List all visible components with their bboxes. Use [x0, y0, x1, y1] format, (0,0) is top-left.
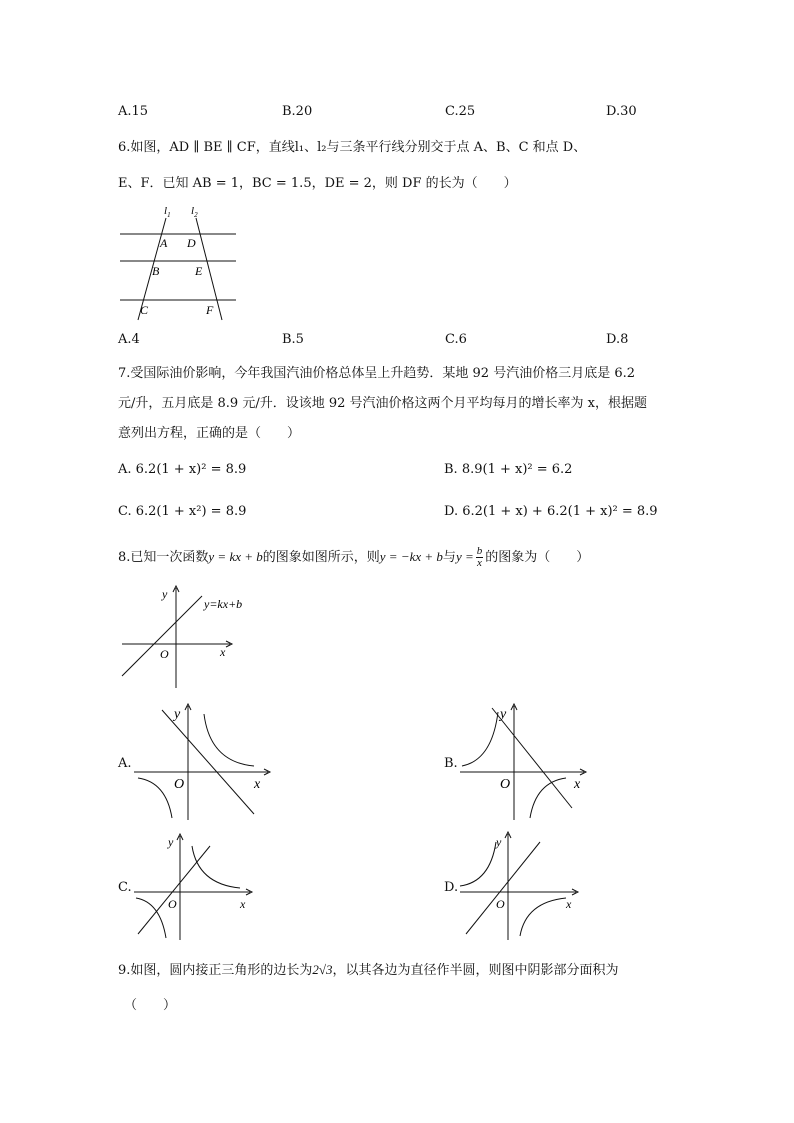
point-f: F: [206, 303, 214, 317]
y-axis-label: y: [500, 707, 507, 722]
y-axis-label: y: [174, 707, 181, 722]
q9-stem-line1: [118, 962, 619, 979]
q8-option-c-letter: C.: [118, 880, 132, 895]
point-b: B: [152, 264, 160, 278]
q8-fraction-denominator: x: [477, 557, 482, 569]
q8-stem-mid: 的图象如图所示，则: [262, 550, 380, 565]
q6-option-b: B.5: [282, 332, 304, 347]
q8-eq-linear: y = kx + b: [208, 549, 263, 564]
x-axis-label: x: [566, 897, 572, 911]
y-axis-label: y: [162, 587, 168, 601]
q8-option-b-graph: [454, 700, 604, 822]
q8-fraction: [476, 546, 484, 569]
origin-label: O: [168, 897, 177, 911]
q8-option-c-graph: [130, 832, 260, 942]
q8-option-a-graph: [128, 700, 278, 822]
line-label: y=kx+b: [204, 597, 243, 611]
q6-stem-line2: E、F．已知 AB = 1，BC = 1.5，DE = 2，则 DF 的长为（ ）: [118, 176, 517, 191]
increasing-line: [466, 842, 540, 934]
point-d: D: [187, 236, 196, 250]
q8-option-a-letter: A.: [118, 756, 132, 771]
q6-option-a: A.4: [118, 332, 140, 347]
line-y-kx-b: [122, 596, 202, 676]
point-c: C: [140, 303, 149, 317]
hyperbola-branch-third-quadrant: [138, 778, 172, 818]
q8-stem-suffix: 的图象为（ ）: [485, 550, 590, 565]
q7-stem-line2: 元/升，五月底是 8.9 元/升．设该地 92 号汽油价格这两个月平均每月的增长率为 x，根据题: [118, 396, 647, 411]
q9-side-length: 2√3: [312, 962, 333, 977]
q7-stem-line1: 7.受国际油价影响，今年我国汽油价格总体呈上升趋势．某地 92 号汽油价格三月底是 6.2: [118, 366, 636, 381]
hyperbola-branch-second-quadrant: [462, 712, 498, 766]
x-axis-label: x: [574, 777, 581, 792]
origin-label: O: [500, 777, 511, 792]
q6-stem-line1: 6.如图，AD ∥ BE ∥ CF，直线l₁、l₂与三条平行线分别交于点 A、B、C 和点 D、: [118, 140, 587, 155]
q9-stem-line2: （ ）: [124, 998, 177, 1013]
q8-option-d-letter: D.: [444, 880, 459, 895]
q9-stem-part2: ，以其各边为直径作半圆，则图中阴影部分面积为: [332, 963, 619, 978]
hyperbola-branch-fourth-quadrant: [520, 898, 566, 936]
origin-label: O: [160, 647, 169, 661]
q8-stem-and: 与: [442, 550, 456, 565]
q7-option-c: C. 6.2(1 + x²) = 8.9: [118, 504, 247, 519]
q8-linear-function-graph: [118, 584, 268, 690]
q8-option-d-graph: [456, 830, 586, 942]
q8-stem: [118, 546, 589, 569]
x-axis-label: x: [254, 777, 261, 792]
x-axis-label: x: [240, 897, 246, 911]
origin-label: O: [496, 897, 505, 911]
q9-stem-part1: 9.如图，圆内接正三角形的边长为: [118, 963, 313, 978]
q7-option-d: D. 6.2(1 + x) + 6.2(1 + x)² = 8.9: [444, 504, 658, 519]
q5-option-d: D.30: [606, 104, 637, 119]
hyperbola-branch-fourth-quadrant: [530, 778, 566, 818]
y-axis-label: y: [168, 835, 174, 849]
q7-option-a: A. 6.2(1 + x)² = 8.9: [118, 462, 247, 477]
q7-option-b: B. 8.9(1 + x)² = 6.2: [444, 462, 573, 477]
origin-label: O: [174, 777, 185, 792]
q8-eq-inverse-left: y =: [455, 549, 474, 564]
hyperbola-branch-first-quadrant: [192, 846, 240, 888]
q8-stem-prefix: 8.已知一次函数: [118, 550, 209, 565]
point-a: A: [160, 236, 168, 250]
q6-option-d: D.8: [606, 332, 629, 347]
q5-option-b: B.20: [282, 104, 313, 119]
hyperbola-branch-second-quadrant: [460, 842, 496, 886]
q8-option-b-letter: B.: [444, 756, 458, 771]
y-axis-label: y: [496, 835, 502, 849]
label-l1: $l_1$: [164, 205, 171, 219]
q8-eq-negative-linear: y = −kx + b: [379, 549, 443, 564]
point-e: E: [195, 264, 203, 278]
increasing-line: [138, 846, 210, 934]
q7-stem-line3: 意列出方程，正确的是（ ）: [118, 426, 301, 441]
q8-fraction-numerator: b: [476, 545, 483, 557]
hyperbola-branch-first-quadrant: [204, 714, 254, 766]
q6-parallel-lines-figure: [116, 200, 240, 322]
q5-option-a: A.15: [118, 104, 149, 119]
q6-option-c: C.6: [445, 332, 467, 347]
q5-option-c: C.25: [445, 104, 476, 119]
x-axis-label: x: [220, 645, 226, 659]
decreasing-line: [162, 710, 254, 814]
decreasing-line: [492, 708, 572, 808]
label-l2: $l_2$: [191, 205, 198, 219]
